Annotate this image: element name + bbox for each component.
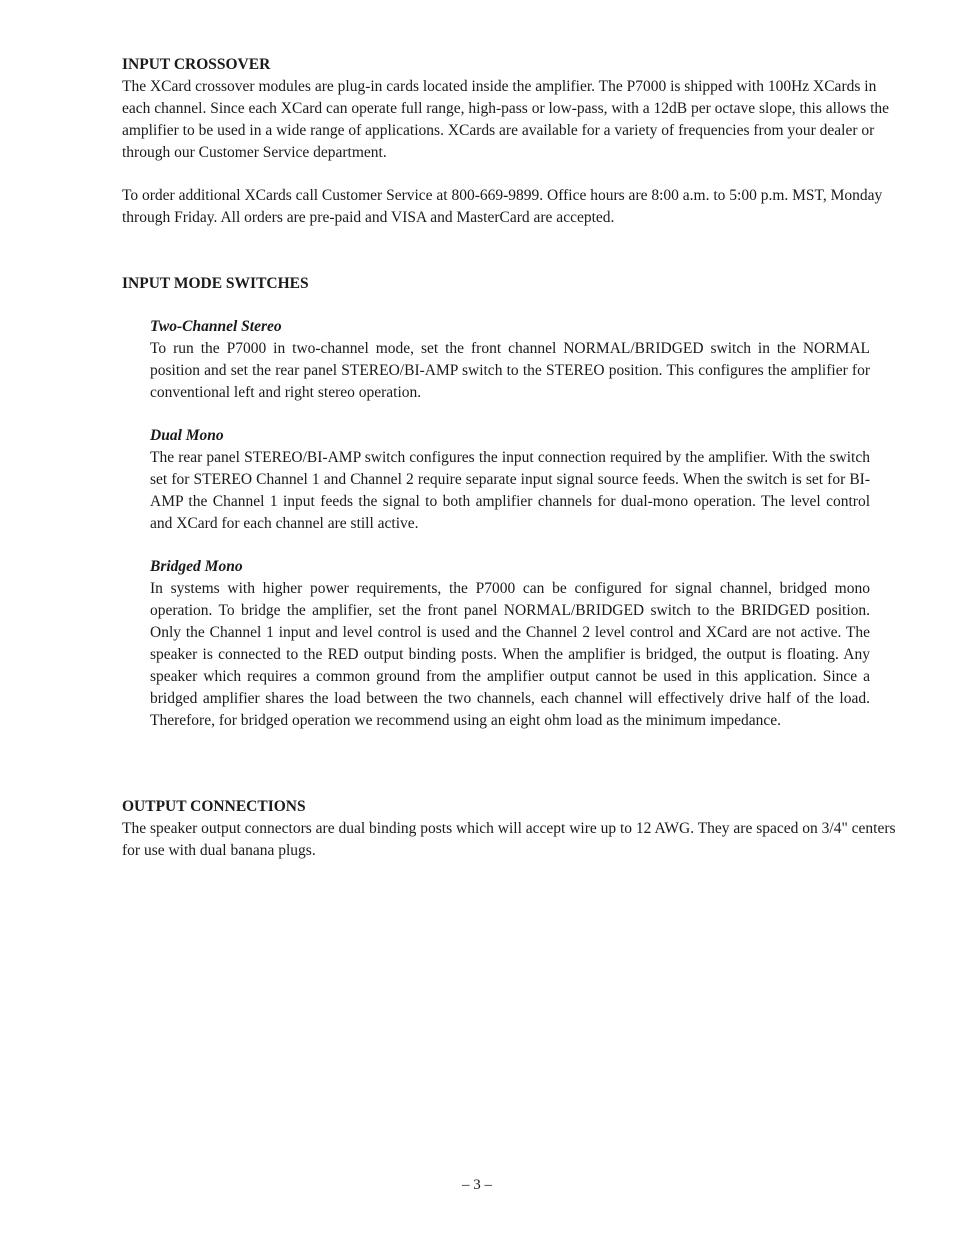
- paragraph: In systems with higher power requirements, the P7000 can be configured for signal channel, bridged mono operation. To bridge the amplifier, set the front panel NORMAL/BRIDGED switch to the BRIDGED position. Only the Channel 1 input and level control is used and the Channel 2 level control and XCard are not active. The speaker is connected to the RED output binding posts. When the amplifier is bridged, the output is floating. Any speaker which requires a common ground from the amplifier output cannot be used in this application. Since a bridged amplifier shares the load between the two channels, each channel will effectively drive half of the load. Therefore, for bridged operation we recommend using an eight ohm load as the minimum impedance.: [150, 580, 870, 729]
- input-mode-switches-section: [122, 273, 900, 295]
- paragraph: The rear panel STEREO/BI-AMP switch configures the input connection required by the amplifier. With the switch set for STEREO Channel 1 and Channel 2 require separate input signal source feeds. When the switch is set for BI-AMP the Channel 1 input feeds the signal to both amplifier channels for dual-mono operation. The level control and XCard for each channel are still active.: [150, 449, 870, 532]
- subsection-title: Two-Channel Stereo: [150, 318, 282, 335]
- paragraph: To order additional XCards call Customer Service at 800-669-9899. Office hours are 8:00 a.m. to 5:00 p.m. MST, Monday through Friday. All orders are pre-paid and VISA and MasterCard are accepted.: [122, 187, 883, 226]
- output-connections-section: [122, 796, 900, 862]
- paragraph: The speaker output connectors are dual binding posts which will accept wire up to 12 AWG. They are spaced on 3/4" centers for use with dual banana plugs.: [122, 820, 896, 859]
- page-number: – 3 –: [462, 1177, 492, 1193]
- two-channel-stereo-subsection: [150, 316, 870, 404]
- subsection-title: Dual Mono: [150, 427, 224, 444]
- dual-mono-subsection: [150, 425, 870, 535]
- paragraph: The XCard crossover modules are plug-in cards located inside the amplifier. The P7000 is shipped with 100Hz XCards in each channel. Since each XCard can operate full range, high-pass or low-pass, with a 12dB per octave slope, this allows the amplifier to be used in a wide range of applications. XCards are available for a variety of frequencies from your dealer or through our Customer Service department.: [122, 78, 890, 161]
- section-heading: INPUT MODE SWITCHES: [122, 275, 309, 292]
- section-heading: OUTPUT CONNECTIONS: [122, 798, 306, 815]
- bridged-mono-subsection: [150, 556, 870, 732]
- paragraph: To run the P7000 in two-channel mode, set the front channel NORMAL/BRIDGED switch in the NORMAL position and set the rear panel STEREO/BI-AMP switch to the STEREO position. This configures the amplifier for conventional left and right stereo operation.: [150, 340, 870, 401]
- section-heading: INPUT CROSSOVER: [122, 56, 271, 73]
- input-crossover-section: [122, 54, 900, 229]
- subsection-title: Bridged Mono: [150, 558, 243, 575]
